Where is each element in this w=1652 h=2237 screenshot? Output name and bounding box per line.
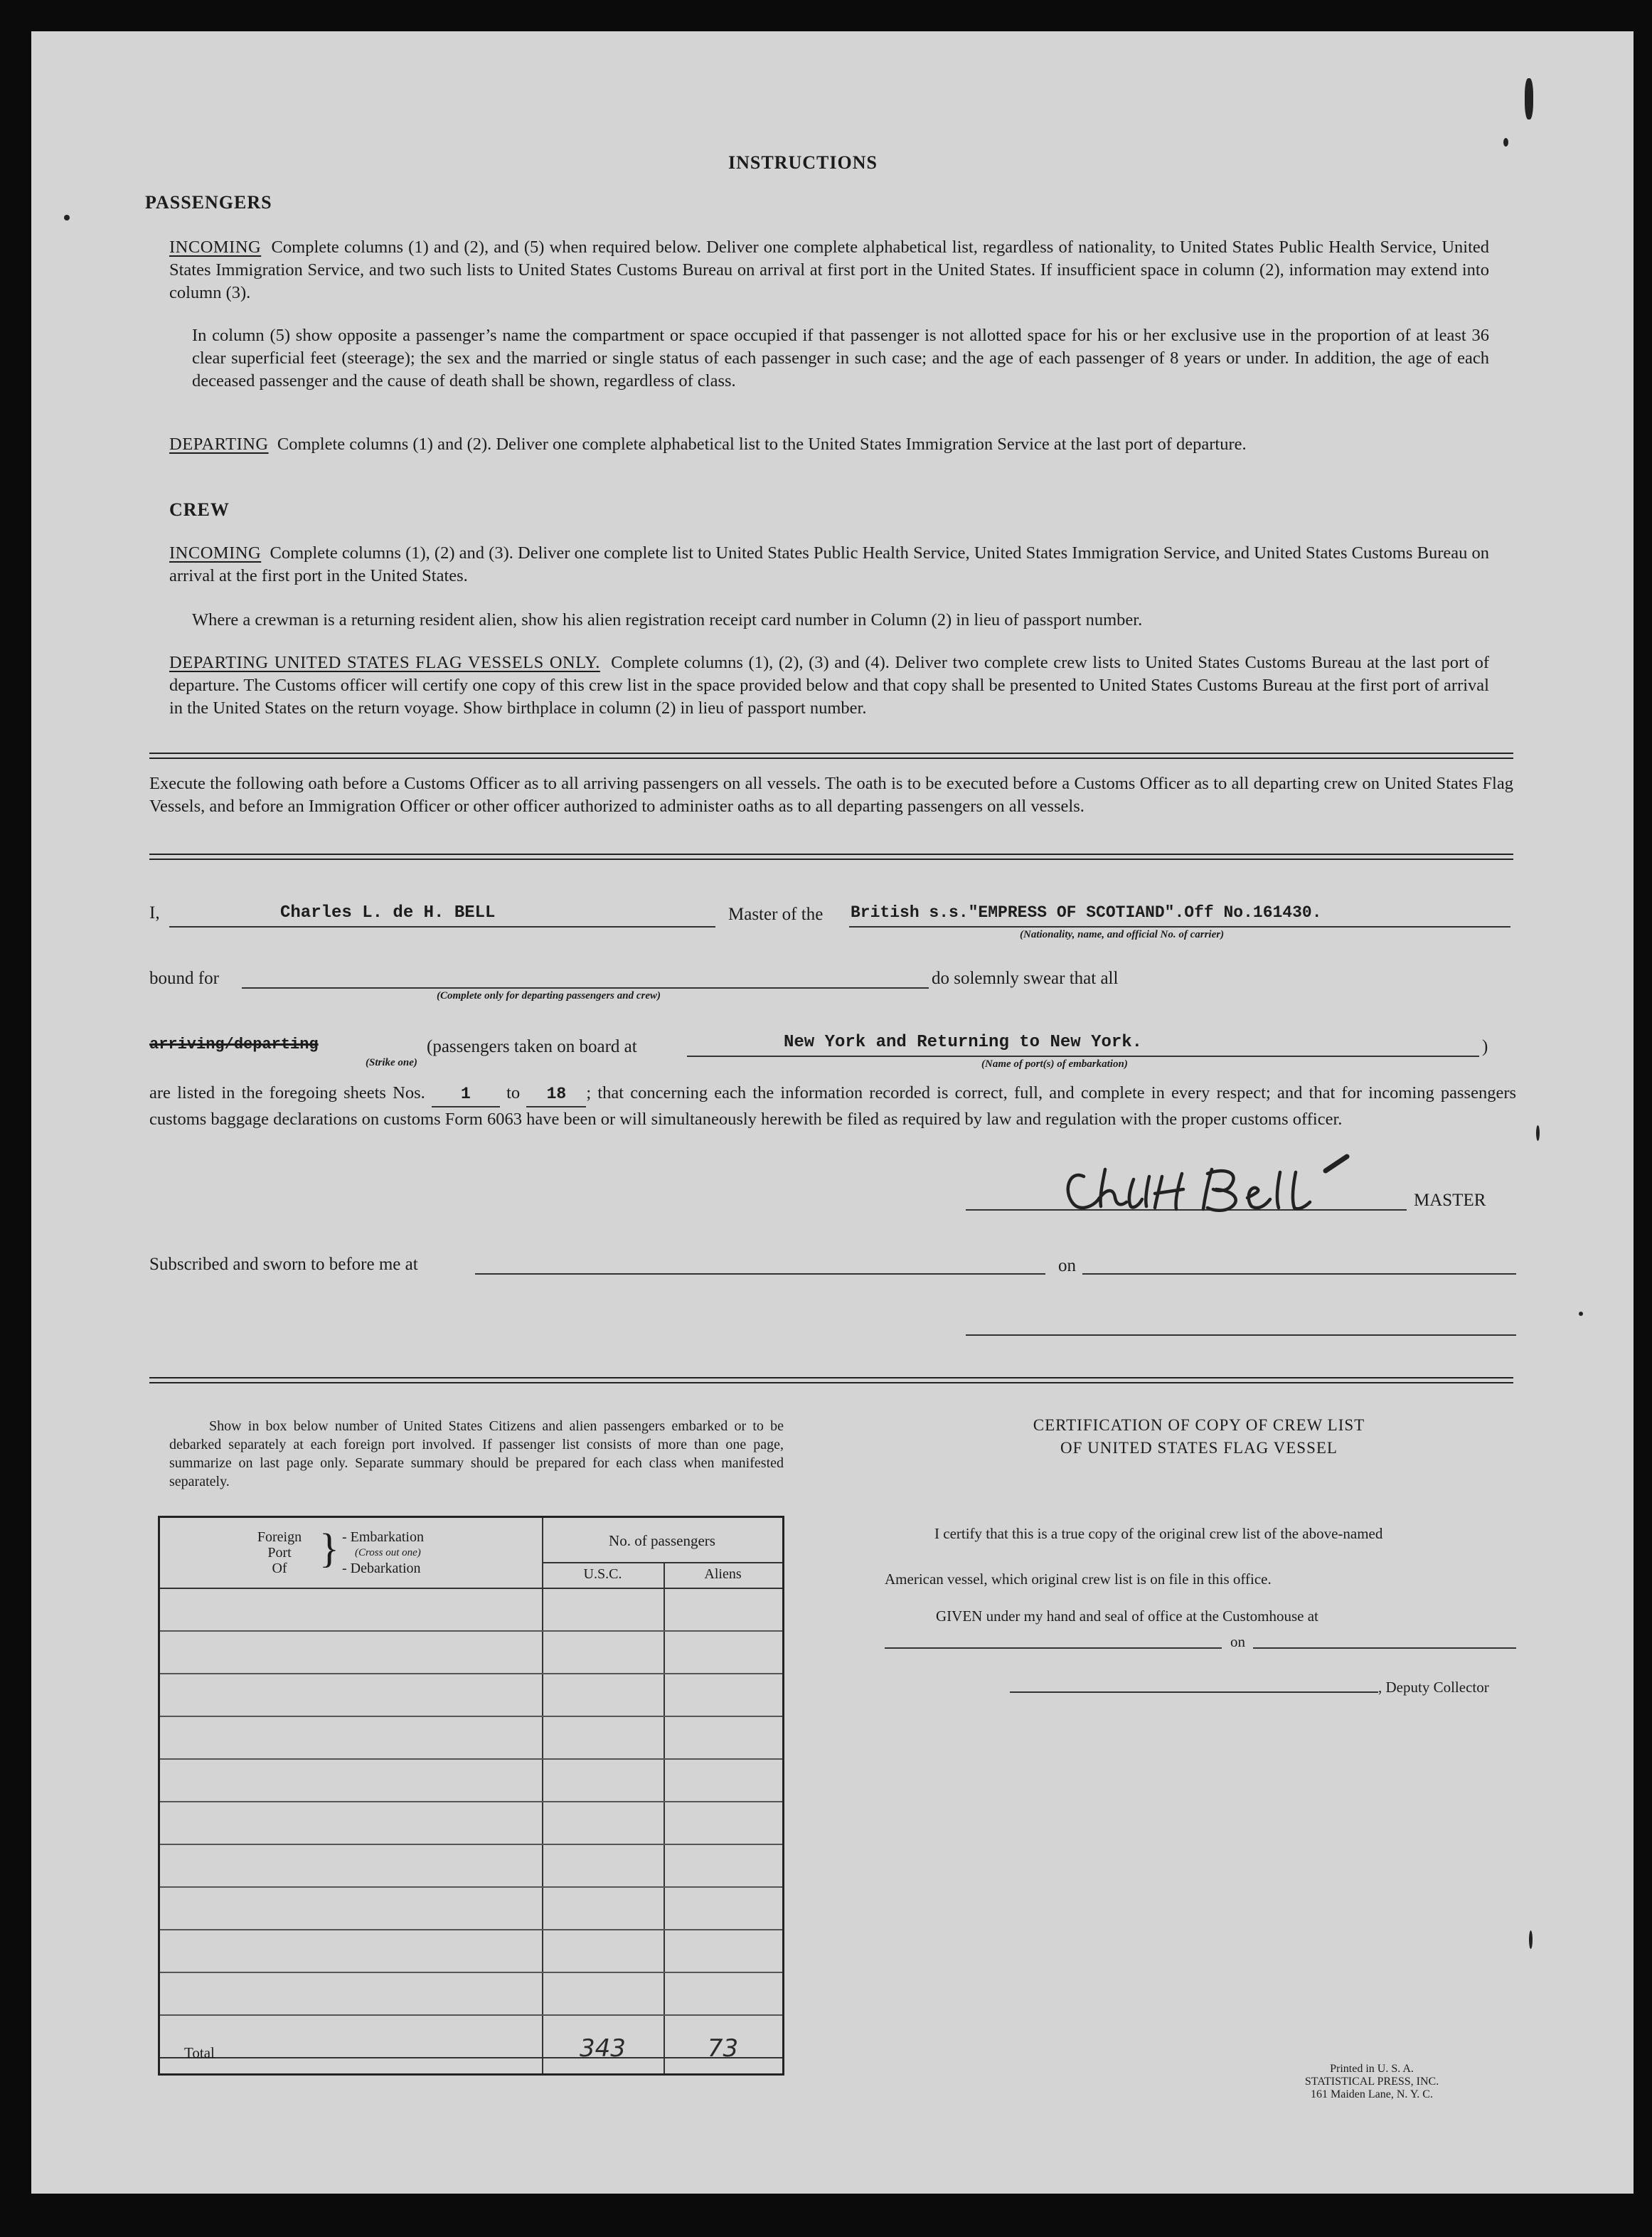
scan-mark bbox=[1525, 78, 1533, 119]
certification-title bbox=[885, 1414, 1513, 1460]
table-row bbox=[160, 1972, 782, 1973]
oath-i-label: I, bbox=[149, 903, 160, 923]
printer-imprint bbox=[1240, 2063, 1503, 2101]
officer-signature-line bbox=[966, 1334, 1516, 1336]
port-text: Port bbox=[267, 1545, 292, 1561]
to-label: to bbox=[506, 1083, 521, 1102]
table-row bbox=[160, 1886, 782, 1888]
table-row bbox=[160, 1630, 782, 1632]
deputy-collector-label: , Deputy Collector bbox=[1378, 1679, 1489, 1696]
listed-sheets-paragraph bbox=[149, 1081, 1516, 1131]
summary-instructions: Show in box below number of United States Citizens and alien passengers embarked or to be debarked separately at each foreign port involved. If passenger list consists of more than one page, summarize on last page only. Separate summary should be prepared for each class when manifested separately. bbox=[169, 1418, 784, 1489]
brace-icon: } bbox=[319, 1525, 339, 1571]
usc-header: U.S.C. bbox=[583, 1566, 622, 1582]
master-of-label: Master of the bbox=[728, 905, 824, 924]
table-row bbox=[160, 1929, 782, 1930]
bound-caption: (Complete only for departing passengers and crew) bbox=[437, 990, 661, 1001]
crew-incoming-section bbox=[169, 542, 1489, 588]
swear-label: do solemnly swear that all bbox=[932, 969, 1119, 988]
bound-for-line bbox=[242, 987, 929, 989]
port-line bbox=[687, 1056, 1479, 1057]
aliens-header: Aliens bbox=[704, 1566, 742, 1582]
scan-mark bbox=[1579, 1312, 1583, 1316]
subscribed-place-line bbox=[475, 1273, 1045, 1275]
scan-mark bbox=[1503, 138, 1508, 147]
incoming-label: INCOMING bbox=[169, 238, 262, 257]
incoming-text: Complete columns (1) and (2), and (5) when required below. Deliver one complete alphabetical list, regardless of nationality, to United States Public Health Service, United States Immigration Service, and two such lists to United States Customs Bureau on arrival at first port in the United States. If insufficient space in column (2), information may extend into column (3). bbox=[169, 238, 1489, 302]
table-row bbox=[160, 1758, 782, 1760]
oath-instructions: Execute the following oath before a Customs Officer as to all arriving passengers on all vessels. The oath is to be executed before a Customs Officer as to all departing crew on United States Flag Vessels, and before an Immigration Officer or other officer authorized to administer oaths as to all departing passengers on all vessels. bbox=[149, 774, 1513, 816]
printer-line2: STATISTICAL PRESS, INC. bbox=[1304, 2076, 1439, 2088]
scan-mark bbox=[1536, 1125, 1540, 1141]
embarkation-text: - Embarkation bbox=[342, 1529, 424, 1545]
crew-heading: CREW bbox=[169, 499, 230, 520]
certification-on-label: on bbox=[1230, 1633, 1245, 1650]
document-page bbox=[31, 31, 1634, 2194]
table-rule bbox=[542, 1562, 782, 1563]
of-text: Of bbox=[272, 1561, 287, 1576]
given-text: GIVEN under my hand and seal of office at the Customhouse at bbox=[936, 1608, 1318, 1625]
table-divider bbox=[664, 1562, 665, 2073]
port-caption: (Name of port(s) of embarkation) bbox=[981, 1058, 1128, 1070]
on-label: on bbox=[1058, 1256, 1076, 1275]
certify-line2: American vessel, which original crew list is on file in this office. bbox=[885, 1571, 1272, 1588]
crewman-text: Where a crewman is a returning resident alien, show his alien registration receipt card number in Column (2) in lieu of passport number. bbox=[192, 610, 1143, 629]
subscribed-date-line bbox=[1082, 1273, 1516, 1275]
deputy-collector-line bbox=[1010, 1691, 1378, 1693]
crew-incoming-label: INCOMING bbox=[169, 543, 262, 563]
vessel-line bbox=[849, 926, 1510, 928]
master-name-line bbox=[169, 926, 715, 928]
listed-rest: ; that concerning each the information recorded is correct, full, and complete in every respect; and that for incoming passengers customs baggage declarations on customs Form 6063 have been or will simultaneously herewith be filed as required by law and regulation with the proper customs officer. bbox=[149, 1083, 1517, 1129]
certification-title-line1: CERTIFICATION OF COPY OF CREW LIST bbox=[1033, 1416, 1365, 1434]
passengers-incoming-section bbox=[169, 236, 1489, 304]
master-name: Charles L. de H. BELL bbox=[280, 903, 496, 923]
passengers-departing-section bbox=[169, 433, 1489, 456]
no-of-passengers-header: No. of passengers bbox=[609, 1532, 715, 1549]
master-signature bbox=[1055, 1148, 1382, 1219]
table-divider bbox=[542, 1518, 543, 2073]
table-row bbox=[160, 1716, 782, 1717]
total-label: Total bbox=[184, 2044, 215, 2061]
table-row bbox=[160, 1801, 782, 1802]
passenger-summary-table bbox=[158, 1516, 784, 2076]
printer-line3: 161 Maiden Lane, N. Y. C. bbox=[1311, 2088, 1433, 2100]
departing-us-label: DEPARTING UNITED STATES FLAG VESSELS ONLY. bbox=[169, 653, 600, 672]
strike-caption: (Strike one) bbox=[366, 1057, 417, 1068]
certification-title-line2: OF UNITED STATES FLAG VESSEL bbox=[1060, 1439, 1338, 1457]
table-row bbox=[160, 1673, 782, 1674]
passengers-taken-label: (passengers taken on board at bbox=[427, 1037, 637, 1056]
certification-date-line bbox=[1253, 1647, 1516, 1649]
vessel-name: British s.s."EMPRESS OF SCOTIAND".Off No.161430. bbox=[851, 903, 1322, 922]
passengers-heading: PASSENGERS bbox=[145, 192, 272, 213]
strike-text: arriving/departing bbox=[149, 1036, 319, 1053]
total-aliens: 73 bbox=[707, 2034, 739, 2063]
scan-mark bbox=[64, 215, 70, 220]
scan-mark bbox=[1529, 1930, 1533, 1949]
section-divider bbox=[149, 1377, 1513, 1383]
master-label: MASTER bbox=[1414, 1191, 1486, 1210]
foreign-text: Foreign bbox=[257, 1529, 302, 1545]
crew-incoming-text: Complete columns (1), (2) and (3). Deliver one complete list to United States Public Health Service, United States Immigration Service, and United States Customs Bureau on arrival at the first port in the United States. bbox=[169, 543, 1489, 585]
foreign-port-label bbox=[244, 1529, 315, 1576]
subscribed-label: Subscribed and sworn to before me at bbox=[149, 1255, 418, 1274]
customhouse-line bbox=[885, 1647, 1222, 1649]
vessel-caption: (Nationality, name, and official No. of carrier) bbox=[1020, 929, 1225, 940]
port-name: New York and Returning to New York. bbox=[784, 1033, 1143, 1052]
instructions-title: INSTRUCTIONS bbox=[728, 152, 878, 173]
departing-label: DEPARTING bbox=[169, 435, 269, 454]
departing-text: Complete columns (1) and (2). Deliver one complete alphabetical list to the United States Immigration Service at the last port of departure. bbox=[277, 435, 1247, 454]
cross-out-text: (Cross out one) bbox=[355, 1547, 421, 1558]
close-paren: ) bbox=[1482, 1037, 1488, 1056]
certify-line1: I certify that this is a true copy of the original crew list of the above-named bbox=[934, 1525, 1383, 1542]
table-row bbox=[160, 2014, 782, 2016]
debarkation-text: - Debarkation bbox=[342, 1561, 421, 1576]
departing-us-text: Complete columns (1), (2), (3) and (4). Deliver two complete crew lists to United States Customs Bureau at the last port of departure. The Customs officer will certify one copy of this crew list in the space provided below and that copy shall be presented to United States Customs Bureau at the first port of arrival in the United States on the return voyage. Show birthplace in column (2) in lieu of passport number. bbox=[169, 653, 1489, 718]
printer-line1: Printed in U. S. A. bbox=[1330, 2063, 1414, 2075]
section-divider bbox=[149, 753, 1513, 759]
table-row bbox=[160, 1844, 782, 1845]
total-usc: 343 bbox=[580, 2034, 626, 2063]
sheet-from: 1 bbox=[432, 1083, 500, 1107]
listed-label: are listed in the foregoing sheets Nos. bbox=[149, 1083, 425, 1102]
departing-us-section bbox=[169, 652, 1489, 720]
column5-text: In column (5) show opposite a passenger’s name the compartment or space occupied if that passenger is not allotted space for his or her exclusive use in the proportion of at least 36 clear superficial feet (steerage); the sex and the married or single status of each passenger in such case; and the age of each passenger of 8 years or under. In addition, the age of each deceased passenger and the cause of death shall be shown, regardless of class. bbox=[192, 326, 1489, 390]
section-divider bbox=[149, 854, 1513, 860]
bound-for-label: bound for bbox=[149, 969, 219, 988]
table-rule bbox=[160, 1588, 782, 1589]
embarkation-options bbox=[342, 1529, 424, 1576]
sheet-to: 18 bbox=[526, 1083, 586, 1107]
